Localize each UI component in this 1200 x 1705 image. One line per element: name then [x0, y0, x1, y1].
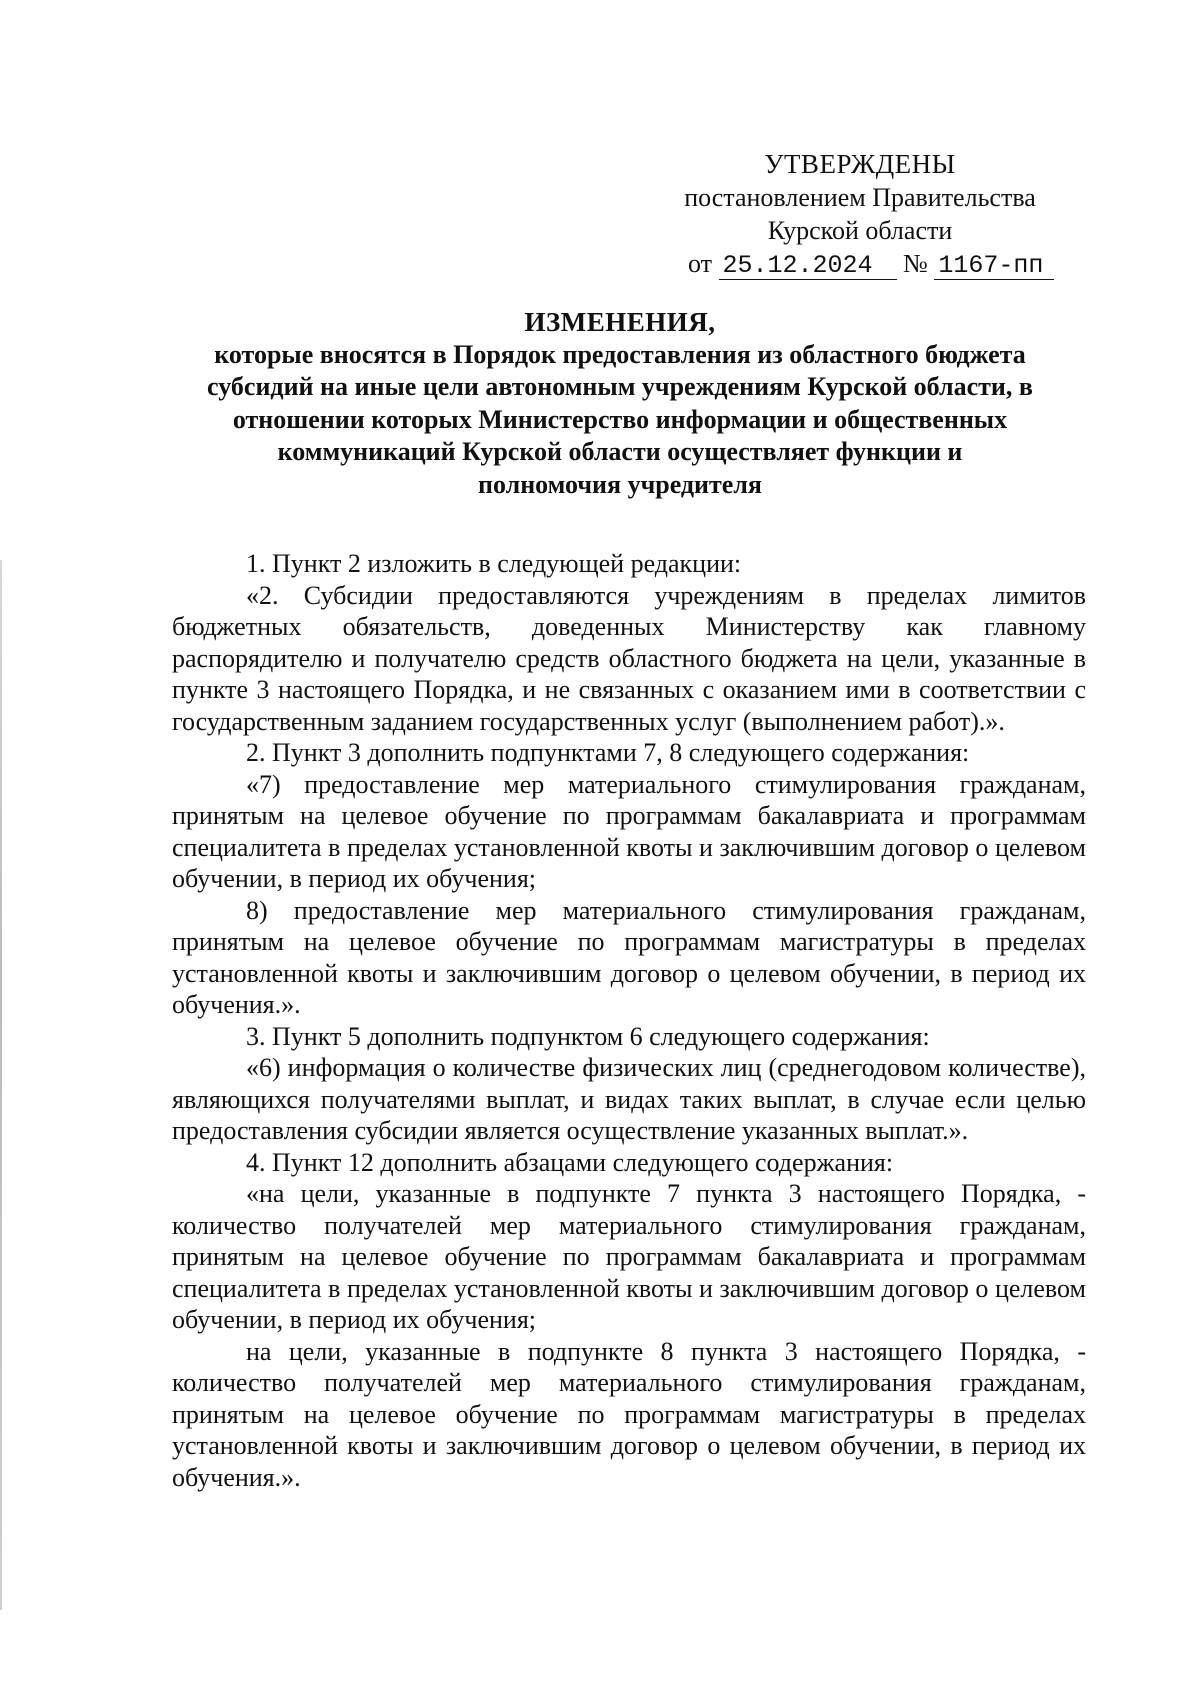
approved-label: УТВЕРЖДЕНЫ: [764, 149, 956, 179]
paragraph: «6) информация о количестве физических лиц (среднегодовом количестве), являющихся получателями выплат, и видах таких выплат, в случае если целью предоставления субсидии является осуществление указанных выплат.».: [172, 1053, 1086, 1145]
title-line: отношении которых Министерство информации и общественных: [232, 404, 1008, 434]
paragraph: 8) предоставление мер материального стимулирования гражданам, принятым на целевое обучение по программам магистратуры в пределах установленной квоты и заключившим договор о целевом обучении, в период их обучения.».: [172, 895, 1086, 1019]
title-line: коммуникаций Курской области осуществляет функции и: [277, 437, 963, 466]
title-heading: ИЗМЕНЕНИЯ,: [524, 307, 716, 337]
approval-stamp-block: [640, 148, 1080, 280]
paragraph: 2. Пункт 3 дополнить подпунктами 7, 8 следующего содержания:: [246, 738, 970, 767]
title-line: полномочия учредителя: [477, 469, 763, 499]
approval-date-number-line: [640, 247, 1080, 280]
paragraph: 3. Пункт 5 дополнить подпунктом 6 следующего содержания:: [246, 1021, 930, 1051]
paragraph: «2. Субсидии предоставляются учреждениям в пределах лимитов бюджетных обязательств, доведенных Министерству как главному распорядителю и получателю средств областного бюджета на цели, указанные в пункте 3 настоящего Порядка, и не связанных с оказанием ими в соответствии с государственным заданием государственных услуг (выполнением работ).».: [172, 580, 1086, 736]
approval-date: 25.12.2024: [719, 253, 897, 280]
title-line: субсидий на иные цели автономным учреждениям Курской области, в: [207, 372, 1033, 401]
date-prefix: от: [688, 249, 713, 278]
approval-line-1: постановлением Правительства: [684, 183, 1036, 212]
document-body: [172, 548, 1086, 1493]
approval-number: 1167-пп: [934, 253, 1054, 280]
title-line: которые вносятся в Порядок предоставления из областного бюджета: [214, 339, 1026, 369]
paragraph: 4. Пункт 12 дополнить абзацами следующего содержания:: [246, 1147, 894, 1177]
paragraph: «на цели, указанные в подпункте 7 пункта 3 настоящего Порядка, - количество получателей мер материального стимулирования гражданам, принятым на целевое обучение по программам бакалавриата и программам специалитета в пределах установленной квоты и заключившим договор о целевом обучении, в период их обучения;: [172, 1179, 1086, 1334]
approval-line-2: Курской области: [767, 216, 953, 245]
number-prefix: №: [903, 249, 928, 278]
scan-edge-shadow: [0, 560, 2, 1610]
paragraph: 1. Пункт 2 изложить в следующей редакции:: [246, 549, 742, 578]
paragraph: на цели, указанные в подпункте 8 пункта 3 настоящего Порядка, - количество получателей мер материального стимулирования гражданам, принятым на целевое обучение по программам магистратуры в пределах установленной квоты и заключившим договор о целевом обучении, в период их обучения.».: [172, 1336, 1086, 1492]
paragraph: «7) предоставление мер материального стимулирования гражданам, принятым на целевое обучение по программам бакалавриата и программам специалитета в пределах установленной квоты и заключившим договор о целевом обучении, в период их обучения;: [172, 769, 1086, 893]
document-title: [160, 306, 1080, 501]
